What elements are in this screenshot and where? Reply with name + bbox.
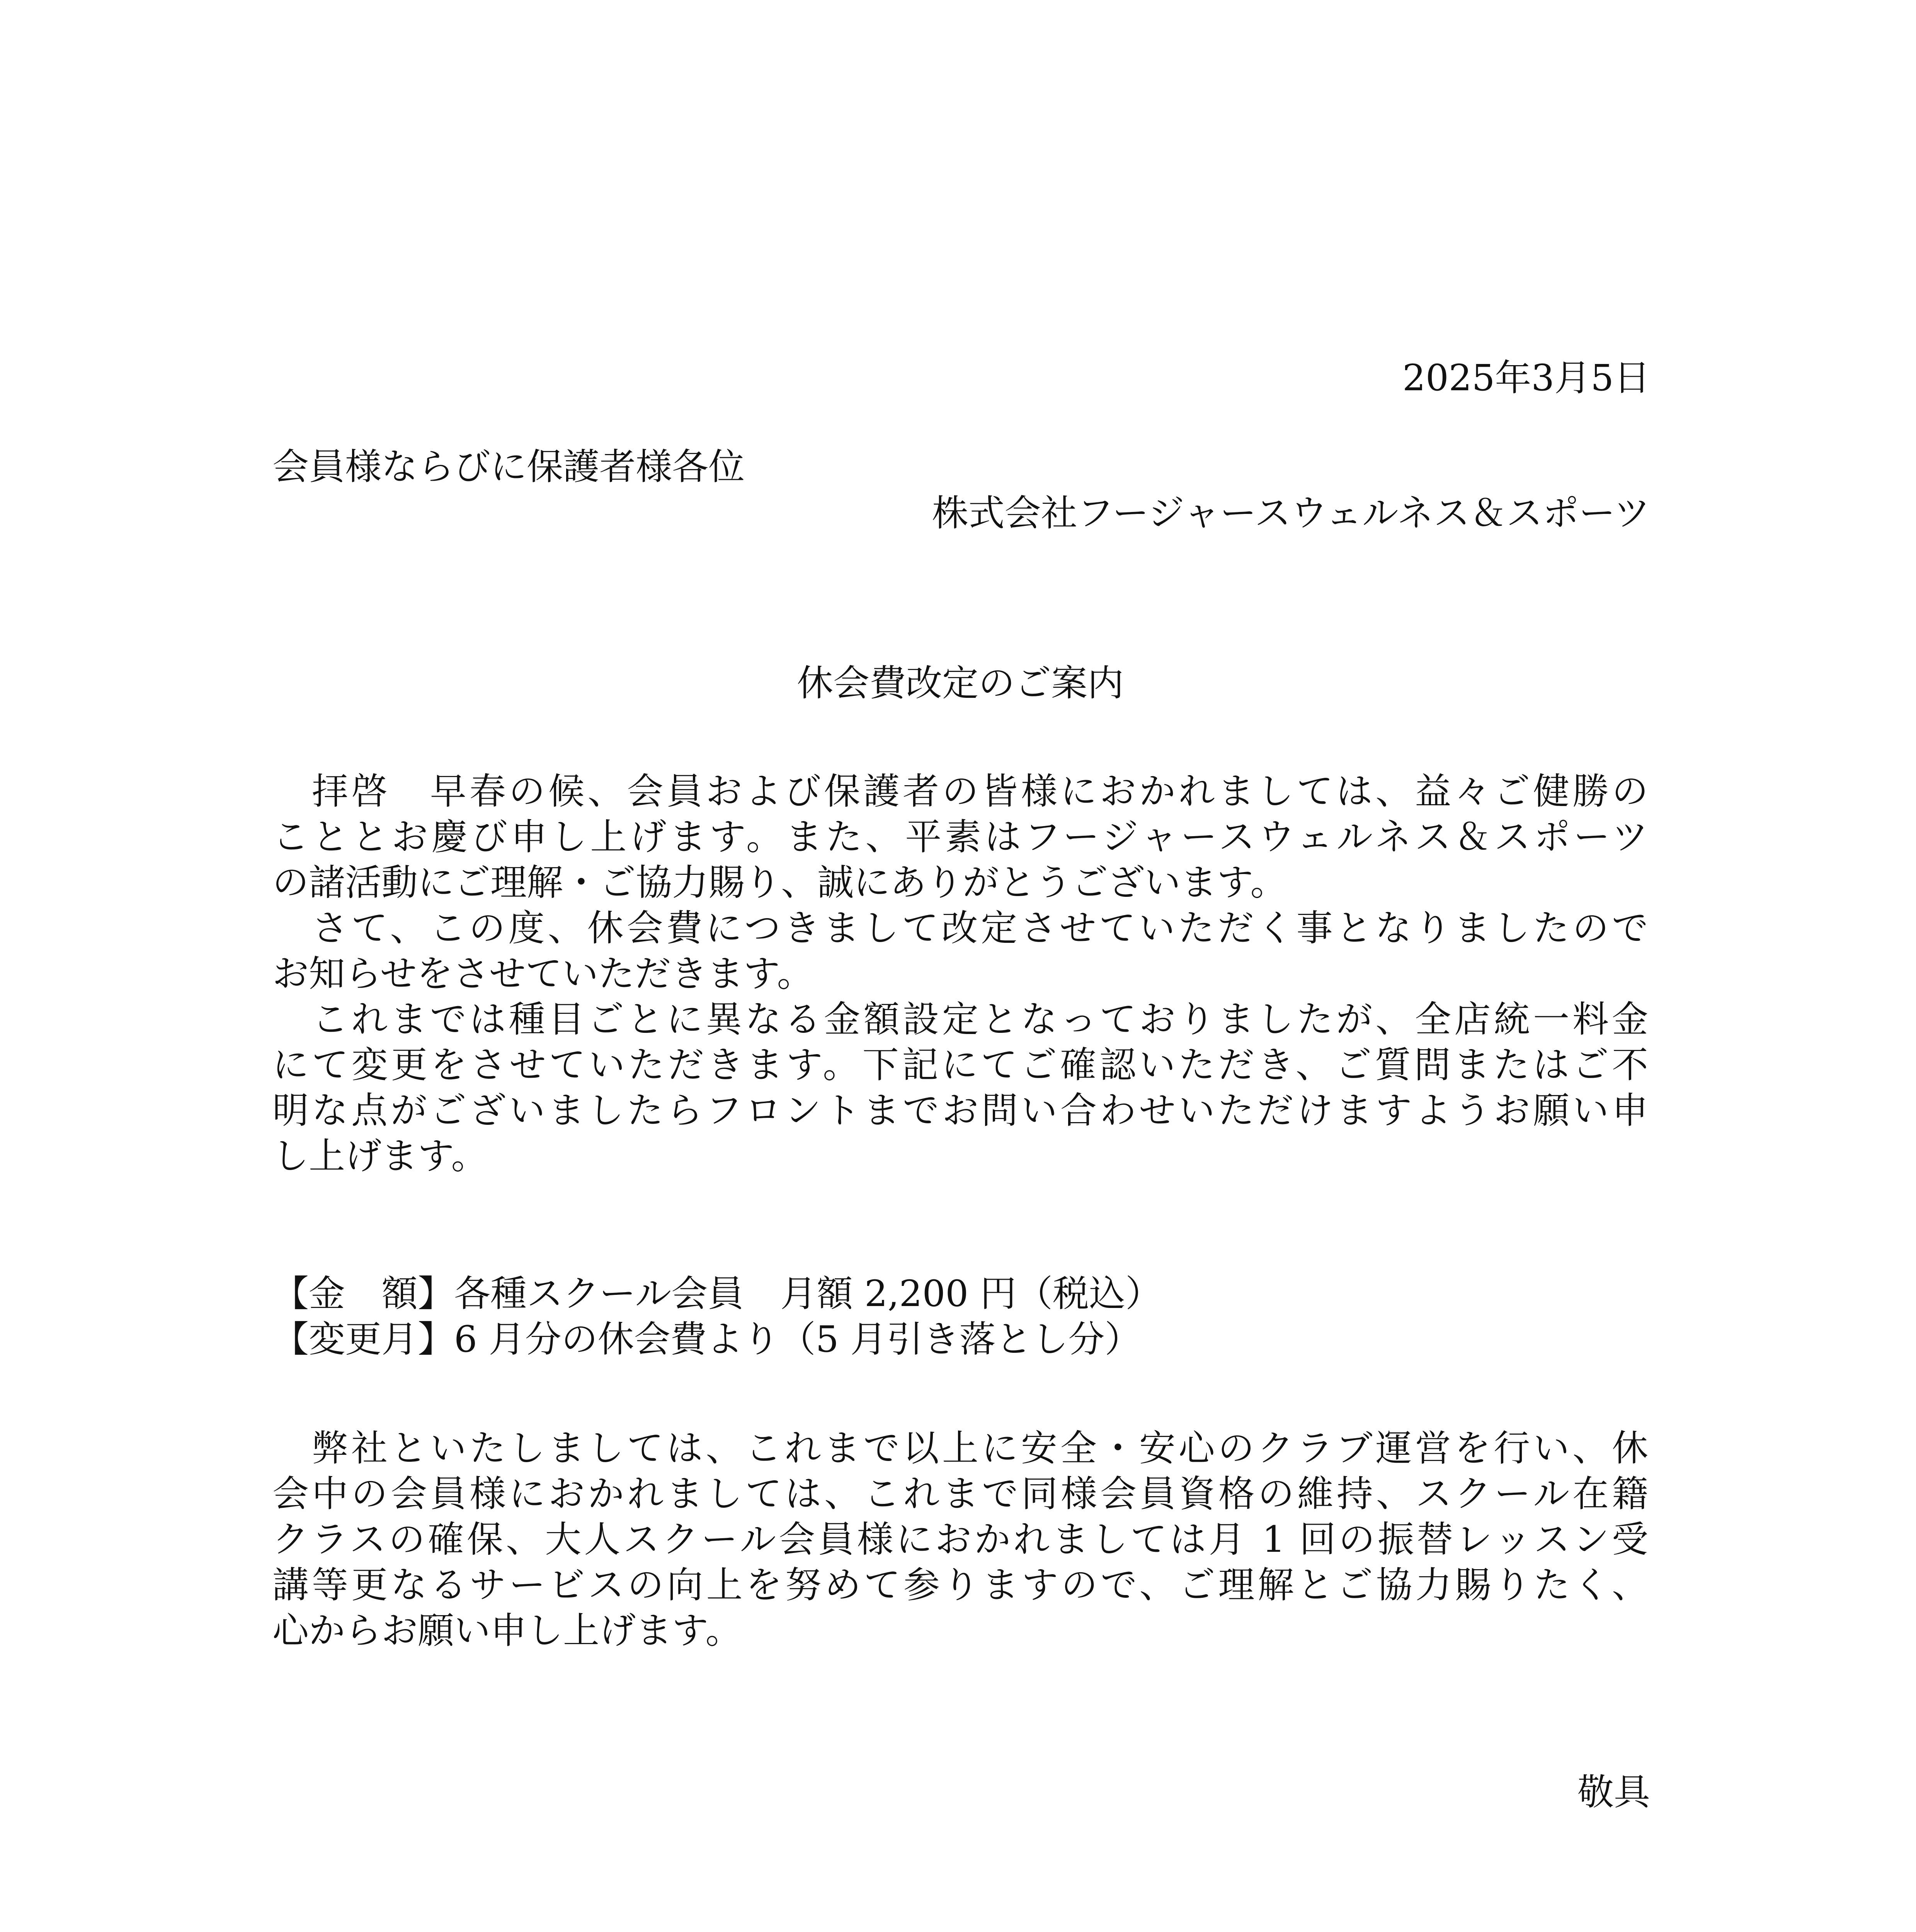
letter-recipient: 会員様ならびに保護者様各位	[272, 446, 745, 488]
body-line: 拝啓 早春の候、会員および保護者の皆様におかれましては、益々ご健勝の	[272, 770, 1648, 813]
body-line: し上げます。	[272, 1135, 488, 1177]
body-line: の諸活動にご理解・ご協力賜り、誠にありがとうございます。	[272, 862, 1287, 904]
letter-title: 休会費改定のご案内	[796, 662, 1124, 704]
letter-sender: 株式会社フージャースウェルネス＆スポーツ	[932, 492, 1650, 534]
body-line: にて変更をさせていただきます。下記にてご確認いただき、ご質問またはご不	[272, 1044, 1648, 1086]
intro-paragraph-change	[272, 997, 1648, 1179]
body-line: 心からお願い申し上げます。	[272, 1610, 742, 1652]
body-line: クラスの確保、大人スクール会員様におかれましては月 1 回の振替レッスン受	[272, 1519, 1648, 1561]
body-line: これまでは種目ごとに異なる金額設定となっておりましたが、全店統一料金	[272, 998, 1648, 1041]
intro-paragraph-greeting	[272, 769, 1648, 906]
detail-amount: 【金 額】各種スクール会員 月額 2,200 円（税込）	[272, 1273, 1162, 1315]
closing-body	[272, 1426, 1648, 1654]
body-line: こととお慶び申し上げます。また、平素はフージャースウェルネス＆スポーツ	[272, 816, 1648, 858]
body-line: 会中の会員様におかれましては、これまで同様会員資格の維持、スクール在籍	[272, 1473, 1648, 1515]
body-line: さて、この度、休会費につきまして改定させていただく事となりましたので	[272, 907, 1648, 949]
intro-body	[272, 769, 1648, 1179]
intro-paragraph-notice	[272, 906, 1648, 997]
body-line: 明な点がございましたらフロントまでお問い合わせいただけますようお願い申	[272, 1090, 1648, 1132]
body-line: 講等更なるサービスの向上を努めて参りますので、ご理解とご協力賜りたく、	[272, 1564, 1648, 1606]
body-line: お知らせをさせていただきます。	[272, 953, 813, 995]
complimentary-close: 敬具	[1577, 1771, 1650, 1813]
detail-change-month: 【変更月】6 月分の休会費より（5 月引き落とし分）	[272, 1318, 1141, 1361]
letter-date: 2025年3月5日	[1402, 357, 1650, 399]
body-line: 弊社といたしましては、これまで以上に安全・安心のクラブ運営を行い、休	[272, 1427, 1648, 1469]
closing-paragraph	[272, 1426, 1648, 1654]
